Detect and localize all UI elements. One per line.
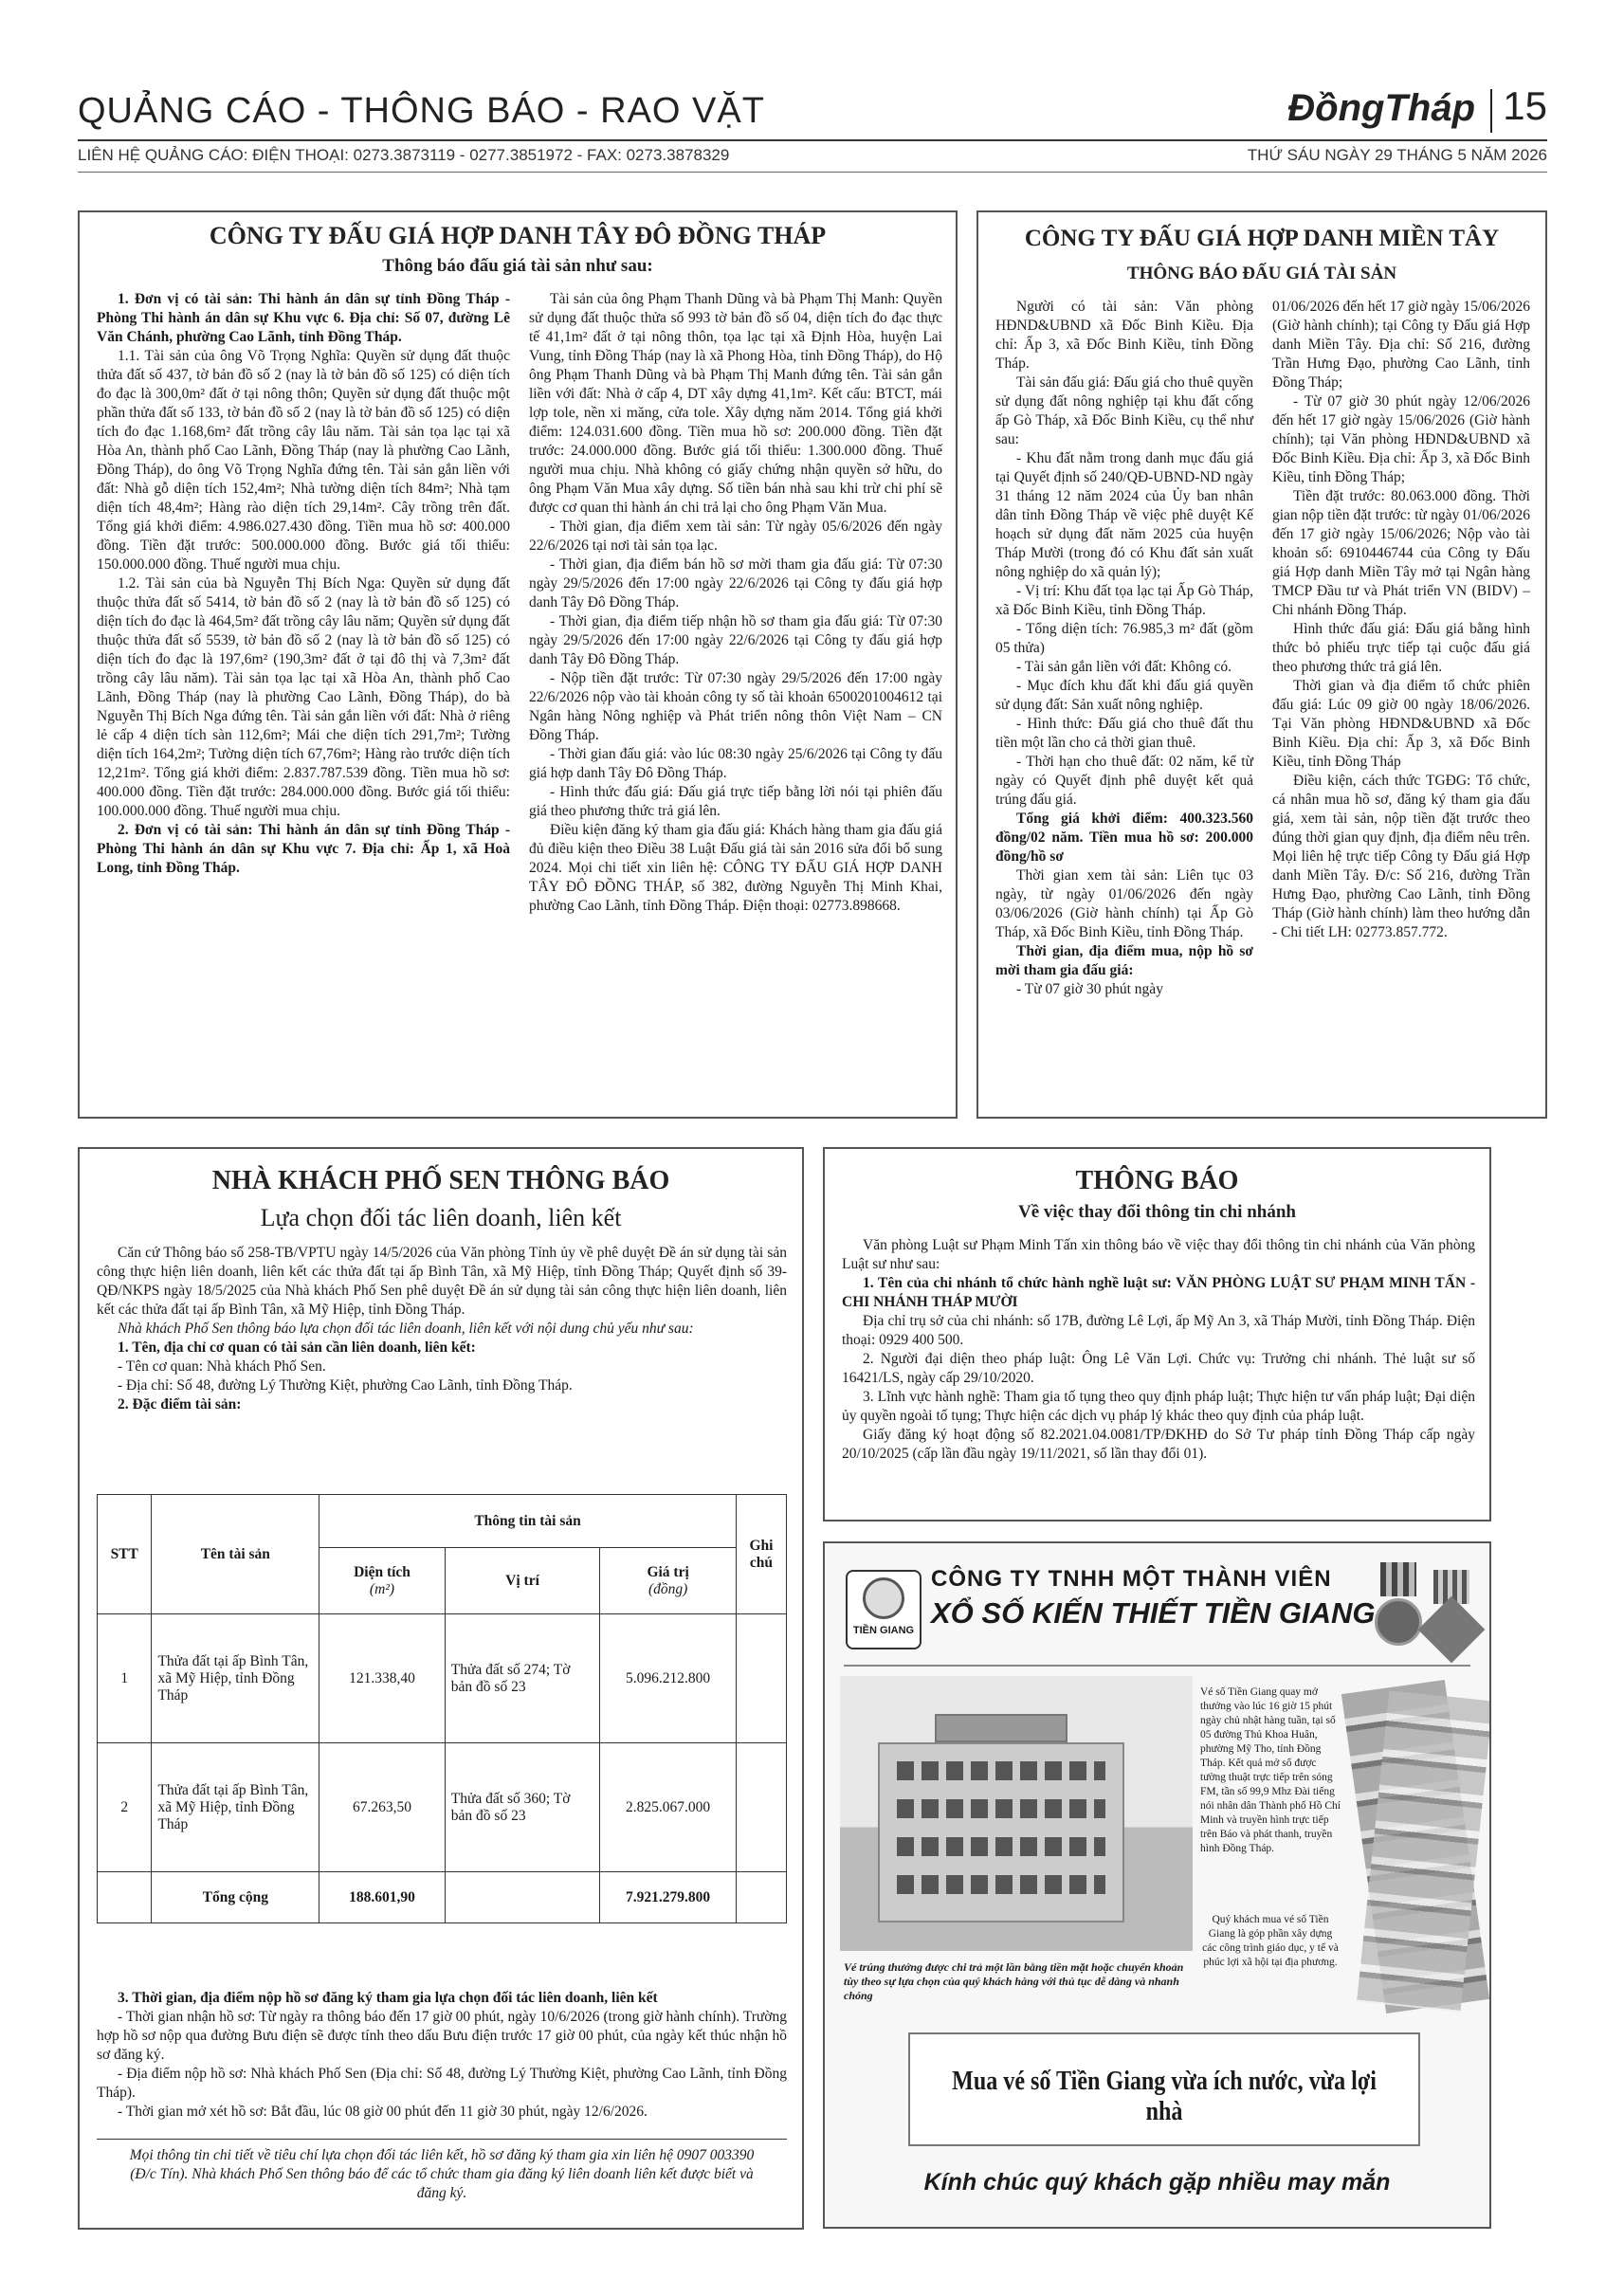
notice-title: CÔNG TY ĐẤU GIÁ HỢP DANH TÂY ĐÔ ĐỒNG THÁP	[209, 222, 827, 249]
law-office-notice	[823, 1147, 1491, 1522]
notice-footer-rule	[97, 2139, 787, 2140]
header-divider	[844, 1665, 1470, 1667]
slogan-text: Mua vé số Tiền Giang vừa ích nước, vừa lợi nhà	[952, 2067, 1377, 2126]
col-header-location: Vị trí	[445, 1548, 600, 1614]
notice-title: NHÀ KHÁCH PHỐ SEN THÔNG BÁO	[211, 1166, 670, 1195]
newspaper-logo: ĐồngTháp	[1287, 87, 1475, 129]
cell-stt: 1	[98, 1614, 152, 1743]
medal-icon	[1375, 1598, 1422, 1646]
paragraph: - Thời gian đấu giá: vào lúc 08:30 ngày 25/6/2026 tại Công ty đấu giá hợp danh Tây Đô Đồng Tháp.	[529, 746, 942, 781]
notice-column-2	[529, 290, 942, 916]
ad-contact: LIÊN HỆ QUẢNG CÁO: ĐIỆN THOẠI: 0273.3873119 - 0277.3851972 - FAX: 0273.3878329	[78, 146, 730, 164]
notice-title: THÔNG BÁO	[1075, 1166, 1239, 1195]
total-value: 7.921.279.800	[600, 1872, 737, 1923]
logo-text: TIỀN GIANG	[852, 1625, 915, 1636]
paragraph: Điều kiện đăng ký tham gia đấu giá: Khách hàng tham gia đấu giá đủ điều kiện theo Điều 38 Luật Đấu giá tài sản 2016 sửa đổi bổ sung 2024. Mọi chi tiết xin liên hệ: CÔNG TY ĐẤU GIÁ HỢP DANH TÂY ĐÔ ĐỒNG THÁP, số 382, đường Nguyễn Thị Minh Khai, phường Cao Lãnh, tỉnh Đồng Tháp. Điện thoại: 02773.898668.	[529, 822, 942, 914]
cell-note	[736, 1743, 786, 1872]
paragraph: - Thời gian, địa điểm xem tài sản: Từ ngày 05/6/2026 đến ngày 22/6/2026 tại nơi tài sản tọa lạc.	[529, 519, 942, 554]
header-rule-bottom	[78, 172, 1547, 173]
paragraph: - Từ 07 giờ 30 phút ngày	[1016, 981, 1163, 997]
wish-text: Kính chúc quý khách gặp nhiều may mắn	[923, 2169, 1391, 2196]
paragraph: 1. Tên, địa chỉ cơ quan có tài sản cần liên doanh, liên kết:	[118, 1339, 476, 1356]
paragraph: 1. Tên của chi nhánh tổ chức hành nghề luật sư: VĂN PHÒNG LUẬT SƯ PHẠM MINH TẤN - CHI NHÁNH THÁP MƯỜI	[842, 1275, 1475, 1310]
paragraph: Thời gian và địa điểm tổ chức phiên đấu giá: Lúc 09 giờ 00 ngày 18/06/2026. Tại Văn phòng HĐND&UBND xã Đốc Binh Kiều. Địa chỉ: Ấp 3, xã Đốc Binh Kiều, tỉnh Đồng Tháp	[1272, 678, 1530, 770]
cell-stt: 2	[98, 1743, 152, 1872]
notice-footer: Mọi thông tin chi tiết về tiêu chí lựa chọn đối tác liên kết, hồ sơ đăng ký tham gia xin liên hệ 0907 003390 (Đ/c Tín). Nhà khách Phố Sen thông báo để các tổ chức tham gia đăng ký liên doanh liên kết được biết và đăng ký.	[129, 2147, 755, 2201]
paragraph: Giấy đăng ký hoạt động số 82.2021.04.0081/TP/ĐKHĐ do Sở Tư pháp tỉnh Đồng Tháp cấp ngày 20/10/2025 (cấp lần đầu ngày 19/11/2021, số lần thay đổi 01).	[842, 1427, 1475, 1462]
lottery-description: Vé số Tiền Giang quay mở thưởng vào lúc 16 giờ 15 phút ngày chủ nhật hàng tuần, tại số 05 đường Thủ Khoa Huân, phường Mỹ Tho, tỉnh Đồng Tháp. Kết quả mở số được tường thuật trực tiếp trên sóng FM, tần số 99,9 Mhz Đài tiếng nói nhân dân Thành phố Hồ Chí Minh và truyền hình trực tiếp trên Báo và phát thanh, truyền hình Đồng Tháp.	[1200, 1686, 1341, 1854]
paragraph: - Hình thức đấu giá: Đấu giá trực tiếp bằng lời nói tại phiên đấu giá theo phương thức trả giá lên.	[529, 784, 942, 819]
paragraph: 1.1. Tài sản của ông Võ Trọng Nghĩa: Quyền sử dụng đất thuộc thửa đất số 437, tờ bản đồ số 2 (nay là tờ bản đồ số 125) có diện tích đo đạc là 300,0m² đất ở tại nông thôn; Quyền sử dụng đất thuộc một phần thửa đất số 133, tờ bản đồ số 2 (nay là tờ bản đồ số 125) có diện tích đo đạc 1.168,6m² đất trồng cây lâu năm. Tài sản tọa lạc tại xã Hòa An, thành phố Cao Lãnh, Đồng Tháp (nay là phường Cao Lãnh, Đồng Tháp), do ông Võ Trọng Nghĩa đứng tên. Tài sản gắn liền với đất: Nhà gỗ diện tích 152,4m²; Nhà tường diện tích 84m²; Nhà tạm diện tích 48,4m²; Hàng rào diện tích 29,14m². Cây trồng trên đất. Tổng giá khởi điểm: 4.986.027.430 đồng. Tiền mua hồ sơ: 400.000 đồng. Tiền đặt trước: 500.000.000 đồng. Bước giá tối thiểu: 150.000.000 đồng. Thuế người mua chịu.	[97, 348, 510, 573]
section-title: QUẢNG CÁO - THÔNG BÁO - RAO VẶT	[78, 91, 765, 131]
pho-sen-partner-notice	[78, 1147, 804, 2230]
header-rule	[78, 139, 1547, 141]
paragraph: Căn cứ Thông báo số 258-TB/VPTU ngày 14/5/2026 của Văn phòng Tỉnh ủy về phê duyệt Đề án sử dụng tài sản công thực hiện liên doanh, liên kết các thửa đất tại ấp Bình Tân, xã Mỹ Hiệp, tỉnh Đồng Tháp; Quyết định số 39-QĐ/NKPS ngày 18/5/2025 của Nhà khách Phố Sen phê duyệt Đề án sử dụng tài sản công thực hiện liên doanh, liên kết các thửa đất tại ấp Bình Tân, xã Mỹ Hiệp, tỉnh Đồng Tháp.	[97, 1245, 787, 1318]
notice-body	[842, 1236, 1475, 1464]
paragraph: - Từ 07 giờ 30 phút ngày 12/06/2026 đến hết 17 giờ ngày 15/06/2026 (Giờ hành chính); tại Văn phòng HĐND&UBND xã Đốc Binh Kiều. Địa chỉ: Ấp 3, xã Đốc Binh Kiều, tỉnh Đồng Tháp;	[1272, 393, 1530, 485]
paragraph: - Tên cơ quan: Nhà khách Phố Sen.	[118, 1358, 326, 1375]
lottery-logo	[846, 1570, 921, 1649]
cell-location: Thửa đất số 274; Tờ bản đồ số 23	[445, 1614, 600, 1743]
col-header-area: Diện tích (m²)	[319, 1548, 446, 1614]
asset-table	[97, 1494, 787, 1923]
notice-subtitle: Về việc thay đổi thông tin chi nhánh	[1018, 1202, 1296, 1222]
paragraph: Tài sản đấu giá: Đấu giá cho thuê quyền sử dụng đất nông nghiệp tại khu đất cống ấp Gò Tháp, xã Đốc Binh Kiều, cụ thể như sau:	[995, 374, 1253, 447]
paragraph: - Thời gian mở xét hồ sơ: Bắt đầu, lúc 08 giờ 00 phút đến 11 giờ 30 phút, ngày 12/6/2026.	[118, 2104, 648, 2120]
paragraph: - Thời hạn cho thuê đất: 02 năm, kể từ ngày có Quyết định phê duyệt kết quả trúng đấu giá.	[995, 754, 1253, 808]
total-label: Tổng cộng	[152, 1872, 319, 1923]
notice-column-1	[97, 290, 510, 878]
notice-column-2	[1272, 298, 1530, 942]
paragraph: 2. Đặc điểm tài sản:	[118, 1396, 242, 1412]
cell-area: 67.263,50	[319, 1743, 446, 1872]
notice-subtitle: Thông báo đấu giá tài sản như sau:	[382, 256, 653, 276]
cell-name: Thửa đất tại ấp Bình Tân, xã Mỹ Hiệp, tỉnh Đồng Tháp	[152, 1743, 319, 1872]
paragraph: - Địa chỉ: Số 48, đường Lý Thường Kiệt, phường Cao Lãnh, tỉnh Đồng Tháp.	[118, 1377, 573, 1394]
col-header-info: Thông tin tài sản	[319, 1495, 737, 1548]
paragraph: Văn phòng Luật sư Phạm Minh Tấn xin thông báo về việc thay đổi thông tin chi nhánh của Văn phòng Luật sư như sau:	[842, 1237, 1475, 1272]
paragraph: 3. Lĩnh vực hành nghề: Tham gia tố tụng theo quy định pháp luật; Thực hiện tư vấn pháp luật; Đại diện ủy quyền ngoài tố tụng; Thực hiện các dịch vụ pháp lý khác theo quy định của pháp luật.	[842, 1389, 1475, 1424]
total-area: 188.601,90	[319, 1872, 446, 1923]
paragraph: - Mục đích khu đất khi đấu giá quyền sử dụng đất: Sản xuất nông nghiệp.	[995, 678, 1253, 713]
notice-subtitle: Lựa chọn đối tác liên doanh, liên kết	[260, 1204, 622, 1231]
paragraph: Hình thức đấu giá: Đấu giá bằng hình thức bỏ phiếu trực tiếp tại cuộc đấu giá theo phương thức trả giá lên.	[1272, 621, 1530, 675]
table-total-row	[98, 1872, 787, 1923]
notice-subtitle: THÔNG BÁO ĐẤU GIÁ TÀI SẢN	[1126, 264, 1397, 283]
lottery-description-2: Quý khách mua vé số Tiền Giang là góp phần xây dựng các công trình giáo dục, y tế và phúc lợi xã hội tại địa phương.	[1202, 1914, 1339, 1968]
paragraph: 3. Thời gian, địa điểm nộp hồ sơ đăng ký tham gia lựa chọn đối tác liên doanh, liên kết	[118, 1990, 658, 2006]
paragraph: Thời gian xem tài sản: Liên tục 03 ngày, từ ngày 01/06/2026 đến ngày 03/06/2026 (Giờ hành chính) tại Ấp Gò Tháp, xã Đốc Binh Kiều, tỉnh Đồng Tháp.	[995, 867, 1253, 940]
medal-icon	[1418, 1596, 1486, 1664]
paragraph: - Thời gian, địa điểm tiếp nhận hồ sơ tham gia đấu giá: Từ 07:30 ngày 29/5/2026 đến 17:00 ngày 22/6/2026 tại Công ty đấu giá hợp danh Tây Đô Đồng Tháp.	[529, 613, 942, 667]
page-number: 15	[1503, 83, 1547, 128]
notice-column-1	[995, 298, 1253, 999]
mien-tay-auction-notice	[976, 210, 1547, 1119]
tay-do-auction-notice	[78, 210, 958, 1119]
col-header-note: Ghi chú	[736, 1495, 786, 1614]
paragraph: - Thời gian, địa điểm bán hồ sơ mời tham gia đấu giá: Từ 07:30 ngày 29/5/2026 đến 17:00 ngày 22/6/2026 tại Công ty đấu giá hợp danh Tây Đô Đồng Tháp.	[529, 556, 942, 610]
lottery-advertisement	[823, 1541, 1491, 2229]
paragraph: Địa chỉ trụ sở của chi nhánh: số 17B, đường Lê Lợi, ấp Mỹ An 3, xã Tháp Mười, tỉnh Đồng Tháp. Điện thoại: 0929 400 500.	[842, 1313, 1475, 1348]
table-row	[98, 1614, 787, 1743]
table-row	[98, 1743, 787, 1872]
paragraph: Điều kiện, cách thức TGĐG: Tổ chức, cá nhân mua hồ sơ, đăng ký tham gia đấu giá, xem tài sản, nộp tiền đặt trước theo đúng thời gian quy định, địa điểm nêu trên. Mọi liên hệ trực tiếp Công ty Đấu giá Hợp danh Miền Tây. Đ/c: Số 216, đường Trần Hưng Đạo, phường Cao Lãnh, tỉnh Đồng Tháp (Giờ hành chính) làm theo hướng dẫn - Chi tiết LH: 02773.857.772.	[1272, 773, 1530, 940]
paragraph: - Hình thức: Đấu giá cho thuê đất thu tiền một lần cho cả thời gian thuê.	[995, 716, 1253, 751]
lottery-company-type: CÔNG TY TNHH MỘT THÀNH VIÊN	[931, 1566, 1332, 1592]
paragraph: 2. Người đại diện theo pháp luật: Ông Lê Văn Lợi. Chức vụ: Trưởng chi nhánh. Thẻ luật sư số 16421/LS, ngày cấp 29/10/2020.	[842, 1351, 1475, 1386]
building-photo	[840, 1676, 1193, 1951]
cell-area: 121.338,40	[319, 1614, 446, 1743]
medal-icon	[1380, 1562, 1416, 1596]
paragraph: - Nộp tiền đặt trước: Từ 07:30 ngày 29/5/2026 đến 17:00 ngày 22/6/2026 nộp vào tài khoản công ty số tài khoản 6500201004612 tại Ngân hàng Nông nghiệp và Phát triển nông thôn Việt Nam – CN Đồng Tháp.	[529, 670, 942, 743]
cell-name: Thửa đất tại ấp Bình Tân, xã Mỹ Hiệp, tỉnh Đồng Tháp	[152, 1614, 319, 1743]
page-header	[78, 83, 1547, 173]
paragraph: 1. Đơn vị có tài sản: Thi hành án dân sự tỉnh Đồng Tháp - Phòng Thi hành án dân sự Khu vực 6. Địa chỉ: Số 07, đường Lê Văn Chánh, phường Cao Lãnh, tỉnh Đồng Tháp.	[97, 291, 510, 345]
paragraph: Người có tài sản: Văn phòng HĐND&UBND xã Đốc Binh Kiều. Địa chỉ: Ấp 3, xã Đốc Binh Kiều, tỉnh Đồng Tháp.	[995, 299, 1253, 372]
cell-value: 2.825.067.000	[600, 1743, 737, 1872]
paragraph: Tiền đặt trước: 80.063.000 đồng. Thời gian nộp tiền đặt trước: từ ngày 01/06/2026 đến 17 giờ ngày 15/06/2026; Nộp vào tài khoản số: 6910446744 của Công ty Đấu giá Hợp danh Miền Tây mở tại Ngân hàng TMCP Đầu tư và Phát triển VN (BIDV) – Chi nhánh Đồng Tháp.	[1272, 488, 1530, 618]
paragraph: Tổng giá khởi điểm: 400.323.560 đồng/02 năm. Tiền mua hồ sơ: 200.000 đồng/hồ sơ	[995, 811, 1253, 865]
paragraph: - Vị trí: Khu đất tọa lạc tại Ấp Gò Tháp, xã Đốc Binh Kiều, tỉnh Đồng Tháp.	[995, 583, 1253, 618]
paragraph: - Thời gian nhận hồ sơ: Từ ngày ra thông báo đến 17 giờ 00 phút, ngày 10/6/2026 (trong giờ hành chính). Trường hợp hồ sơ nộp qua đường Bưu điện sẽ được tính theo dấu Bưu điện trước 17 giờ 00 phút, của ngày kết thúc nhận hồ sơ đăng ký.	[97, 2009, 787, 2063]
notice-body	[97, 1244, 787, 1414]
paragraph: - Tài sản gắn liền với đất: Không có.	[1016, 659, 1232, 675]
notice-title: CÔNG TY ĐẤU GIÁ HỢP DANH MIỀN TÂY	[1024, 226, 1500, 251]
header-separator	[1490, 89, 1492, 133]
paragraph: Tài sản của ông Phạm Thanh Dũng và bà Phạm Thị Manh: Quyền sử dụng đất thuộc thửa số 993 tờ bản đồ số 04, diện tích đo đạc thực tế 41,1m² đất ở tại nông thôn, tọa lạc tại xã Định Hòa, huyện Lai Vung, tỉnh Đồng Tháp (nay là xã Phong Hòa, tỉnh Đồng Tháp), do Hộ ông Phạm Thanh Dũng và bà Phạm Thị Manh đứng tên. Tài sản gắn liền với đất: Nhà ở cấp 4, DT xây dựng 41,1m². Kết cấu: BTCT, mái lợp tole, nền xi măng, cửa tole. Xây dựng năm 2014. Tổng giá khởi điểm: 124.031.600 đồng. Tiền mua hồ sơ: 200.000 đồng. Tiền đặt trước: 24.000.000 đồng. Bước giá tối thiểu: 1.300.000 đồng. Thuế người mua chịu. Nhà không có giấy chứng nhận quyền sở hữu, do ông Phạm Văn Mua xây dựng. Số tiền bán nhà sau khi trừ chi phí sẽ được cơ quan thi hành án chi trả lại cho ông Phạm Văn Mua.	[529, 291, 942, 516]
paragraph: Nhà khách Phố Sen thông báo lựa chọn đối tác liên doanh, liên kết với nội dung chủ yếu như sau:	[118, 1321, 694, 1337]
col-header-stt: STT	[98, 1495, 152, 1614]
paragraph: - Khu đất nằm trong danh mục đấu giá tại Quyết định số 240/QĐ-UBND-ND ngày 31 tháng 12 năm 2024 của Ủy ban nhân dân tỉnh Đồng Tháp về việc phê duyệt Kế hoạch sử dụng đất năm 2025 của huyện Tháp Mười (trong đó có Khu đất sản xuất nông nghiệp do xã quản lý);	[995, 450, 1253, 580]
prize-caption: Vé trúng thưởng được chi trả một lần bằng tiền mặt hoặc chuyển khoản tùy theo sự lựa chọn của quý khách hàng với thủ tục dễ dàng và nhanh chóng	[844, 1960, 1184, 2002]
cell-value: 5.096.212.800	[600, 1614, 737, 1743]
paragraph: 2. Đơn vị có tài sản: Thi hành án dân sự tỉnh Đồng Tháp - Phòng Thi hành án dân sự Khu vực 7. Địa chỉ: Ấp 1, xã Hoà Long, tỉnh Đồng Tháp.	[97, 822, 510, 876]
col-header-value: Giá trị (đồng)	[600, 1548, 737, 1614]
issue-date: THỨ SÁU NGÀY 29 THÁNG 5 NĂM 2026	[1247, 146, 1547, 164]
lottery-company-name: XỔ SỐ KIẾN THIẾT TIỀN GIANG	[931, 1596, 1376, 1630]
col-header-name: Tên tài sản	[152, 1495, 319, 1614]
logo-emblem-icon	[863, 1577, 904, 1619]
slogan-banner	[908, 2032, 1420, 2146]
paragraph: - Tổng diện tích: 76.985,3 m² đất (gồm 05 thửa)	[995, 621, 1253, 656]
cell-location: Thửa đất số 360; Tờ bản đồ số 23	[445, 1743, 600, 1872]
notice-body-2	[97, 1989, 787, 2122]
paragraph: 01/06/2026 đến hết 17 giờ ngày 15/06/2026 (Giờ hành chính); tại Công ty Đấu giá Hợp danh Miền Tây. Địa chỉ: Số 216, đường Trần Hưng Đạo, phường Cao Lãnh, tỉnh Đồng Tháp;	[1272, 299, 1530, 391]
ticket-fan-image	[1344, 1676, 1487, 2027]
paragraph: - Địa điểm nộp hồ sơ: Nhà khách Phố Sen (Địa chỉ: Số 48, đường Lý Thường Kiệt, phường Cao Lãnh, tỉnh Đồng Tháp).	[97, 2066, 787, 2101]
paragraph: Thời gian, địa điểm mua, nộp hồ sơ mời tham gia đấu giá:	[995, 943, 1253, 978]
paragraph: 1.2. Tài sản của bà Nguyễn Thị Bích Nga: Quyền sử dụng đất thuộc thửa đất số 5414, tờ bản đồ số 2 (nay là tờ bản đồ số 125) có diện tích đo đạc là 464,5m² đất trồng cây lâu năm; Quyền sử dụng đất thuộc thửa đất số 5539, tờ bản đồ số 2 (nay là tờ bản đồ số 125) có diện tích đo đạc là 197,6m² (190,3m² đất ở tại đô thị và 7,3m² đất trồng cây lâu năm). Tài sản tọa lạc tại xã Hòa An, thành phố Cao Lãnh, Đồng Tháp (nay là phường Cao Lãnh, Đồng Tháp), do bà Nguyễn Thị Bích Nga đứng tên. Tài sản gắn liền với đất: Nhà ở riêng lẻ cấp 4 diện tích sàn 112,6m²; Mái che diện tích 291,7m²; Tường diện tích 164,2m²; Tường diện tích 67,76m²; Hàng rào trước diện tích 12,21m². Tổng giá khởi điểm: 2.837.787.539 đồng. Tiền mua hồ sơ: 400.000 đồng. Tiền đặt trước: 284.000.000 đồng. Bước giá tối thiểu: 100.000.000 đồng. Thuế người mua chịu.	[97, 575, 510, 819]
cell-note	[736, 1614, 786, 1743]
